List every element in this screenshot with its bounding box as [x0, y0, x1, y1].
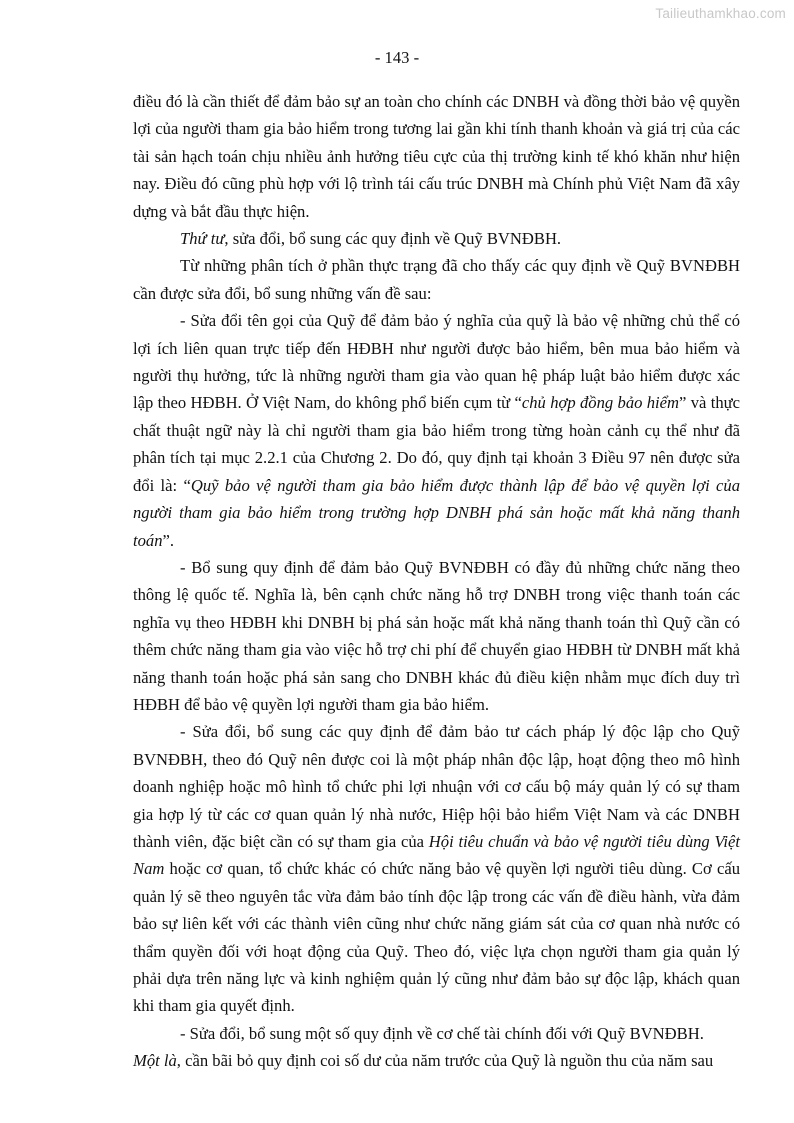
watermark: Tailieuthamkhao.com — [655, 6, 786, 21]
text-run: - Sửa đổi tên gọi của Quỹ để đảm bảo ý nghĩa của quỹ là bảo vệ những chủ thể có lợi ích liên quan trực tiếp đến HĐBH như người được bảo hiểm, bên mua bảo hiểm và người thụ hưởng, tức là những người tham gia vào quan hệ pháp luật bảo hiểm được xác lập theo HĐBH. Ở Việt Nam, do không phổ biến cụm từ “ — [133, 311, 740, 413]
italic-text: Quỹ bảo vệ người tham gia bảo hiểm được thành lập để bảo vệ quyền lợi của người tham gia bảo hiểm trong trường hợp DNBH phá sản hoặc mất khả năng thanh toán — [133, 475, 740, 550]
page-number: - 143 - — [374, 48, 420, 67]
italic-text: Thứ tư — [180, 229, 225, 249]
paragraph — [133, 1047, 740, 1074]
paragraph — [133, 307, 740, 554]
text-run: điều đó là cần thiết để đảm bảo sự an toàn cho chính các DNBH và đồng thời bảo vệ quyền lợi của người tham gia bảo hiểm trong tương lai gần khi tính thanh khoản và giá trị của các tài sản hạch toán chịu nhiều ảnh hưởng tiêu cực của thị trường kinh tế khó khăn như hiện nay. Điều đó cũng phù hợp với lộ trình tái cấu trúc DNBH mà Chính phủ Việt Nam đã xây dựng và bắt đầu thực hiện. — [133, 92, 740, 221]
paragraph — [133, 554, 740, 718]
text-run: , sửa đổi, bổ sung các quy định về Quỹ BVNĐBH. — [224, 229, 562, 249]
text-run: Từ những phân tích ở phần thực trạng đã cho thấy các quy định về Quỹ BVNĐBH cần được sửa đổi, bổ sung những vấn đề sau: — [133, 256, 740, 303]
paragraph — [133, 1020, 740, 1047]
paragraph — [133, 225, 740, 252]
paragraph — [133, 252, 740, 307]
text-run: - Sửa đổi, bổ sung các quy định để đảm bảo tư cách pháp lý độc lập cho Quỹ BVNĐBH, theo đó Quỹ nên được coi là một pháp nhân độc lập, hoạt động theo mô hình doanh nghiệp hoặc mô hình tổ chức phi lợi nhuận với cơ cấu bộ máy quản lý có sự tham gia hợp lý từ các cơ quan quản lý nhà nước, Hiệp hội bảo hiểm Việt Nam và các DNBH thành viên, đặc biệt cần có sự tham gia của — [133, 722, 740, 851]
document-body — [133, 88, 740, 1075]
italic-text: chủ hợp đồng bảo hiểm — [521, 393, 680, 413]
text-run: ” và thực chất thuật ngữ này là chỉ người tham gia bảo hiểm trong từng hoàn cảnh cụ thể như đã phân tích tại mục 2.2.1 của Chương 2. Do đó, quy định tại khoản 3 Điều 97 nên được sửa đổi là: “ — [133, 393, 740, 495]
paragraph — [133, 88, 740, 225]
italic-text: Một là — [133, 1051, 177, 1071]
text-run: hoặc cơ quan, tổ chức khác có chức năng bảo vệ quyền lợi người tiêu dùng. Cơ cấu quản lý sẽ theo nguyên tắc vừa đảm bảo tính độc lập trong các vấn đề điều hành, vừa đảm bảo sự liên kết với các thành viên cũng như chức năng giám sát của cơ quan nhà nước có thẩm quyền đối với hoạt động của Quỹ. Theo đó, việc lựa chọn người tham gia quản lý phải dựa trên năng lực và kinh nghiệm quản lý cũng như đảm bảo sự độc lập, khách quan khi tham gia quyết định. — [133, 859, 740, 1016]
text-run: - Sửa đổi, bổ sung một số quy định về cơ chế tài chính đối với Quỹ BVNĐBH. — [180, 1023, 704, 1043]
text-run: - Bổ sung quy định để đảm bảo Quỹ BVNĐBH có đầy đủ những chức năng theo thông lệ quốc tế. Nghĩa là, bên cạnh chức năng hỗ trợ DNBH trong việc thanh toán các nghĩa vụ theo HĐBH khi DNBH bị phá sản hoặc mất khả năng thanh toán thì Quỹ cần có thêm chức năng tham gia vào việc hỗ trợ chi phí để chuyển giao HĐBH từ DNBH mất khả năng thanh toán hoặc phá sản sang cho DNBH khác đủ điều kiện nhằm mục đích duy trì HĐBH để bảo vệ quyền lợi người tham gia bảo hiểm. — [133, 557, 740, 714]
italic-text: Hội tiêu chuẩn và bảo vệ người tiêu dùng Việt Nam — [133, 831, 740, 879]
text-run: , cần bãi bỏ quy định coi số dư của năm trước của Quỹ là nguồn thu của năm sau — [176, 1051, 714, 1071]
text-run: ”. — [162, 530, 175, 550]
paragraph — [133, 718, 740, 1019]
